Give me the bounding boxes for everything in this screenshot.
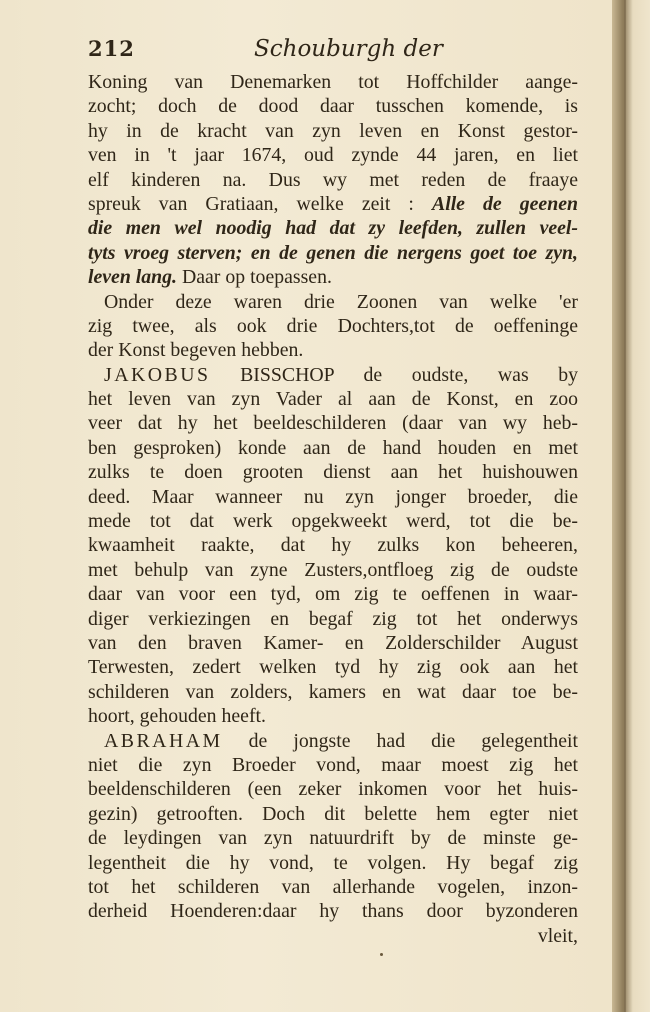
text-segment: zocht; doch de dood daar tusschen komende, is [88,95,578,118]
text-line [88,509,578,533]
text-segment: Daar op toepassen. [177,266,332,289]
text-line [88,94,578,118]
text-line [88,607,578,631]
text-segment: Terwesten, zedert welken tyd hy zig ook aan het [88,656,578,679]
text-segment: deed. Maar wanneer nu zyn jonger broeder, die [88,485,578,508]
text-line [88,411,578,435]
italic-segment: Alle de geenen [432,192,578,215]
text-line [88,143,578,167]
text-segment: ben gesproken) konde aan de hand houden en met [88,436,578,459]
text-line [88,704,578,728]
text-line [88,241,578,265]
text-line [88,777,578,801]
text-line [88,729,578,753]
text-segment: zulks te doen grooten dienst aan het huishouwen [88,461,578,484]
text-segment: gezin) getrooften. Doch dit belette hem egter niet [88,802,578,825]
text-segment: hy in de kracht van zyn leven en Konst gestor- [88,119,578,142]
text-segment: derheid Hoenderen:daar hy thans door byzonderen [88,900,578,923]
text-segment: schilderen van zolders, kamers en wat daar toe be- [88,680,578,703]
text-segment: niet die zyn Broeder vond, maar moest zig het [88,753,578,776]
name-capitals: JAKOBUS [104,363,211,386]
text-line [88,192,578,216]
text-line [88,265,578,289]
text-segment: der Konst begeven hebben. [88,339,304,362]
text-segment: het leven van zyn Vader al aan de Konst, en zoo [88,388,578,411]
text-line [88,582,578,606]
text-line [88,387,578,411]
page-number: 212 [88,36,135,61]
text-segment: de leydingen van zyn natuurdrift by de minste ge- [88,827,578,850]
text-segment: beeldenschilderen (een zeker inkomen voor het huis- [88,778,578,801]
text-line [88,875,578,899]
page-header [88,36,578,70]
italic-segment: tyts vroeg sterven; en de genen die nergens goet toe zyn, [88,241,578,264]
ink-speck [380,953,383,956]
text-line [88,436,578,460]
text-line [88,851,578,875]
text-segment: tot het schilderen van allerhande vogelen, inzon- [88,875,578,898]
text-segment: veer dat hy het beeldeschilderen (daar van wy heb- [88,412,578,435]
gutter-fold [624,0,626,1012]
text-line [88,216,578,240]
name-capitals: ABRAHAM [104,729,223,752]
text-line [88,899,578,923]
text-line [88,680,578,704]
text-line [88,753,578,777]
text-segment: daar van voor een tyd, om zig te oeffenen in waar- [88,583,578,606]
text-segment: ven in 't jaar 1674, oud zynde 44 jaren, en liet [88,144,578,167]
book-gutter [612,0,650,1012]
text-line [88,802,578,826]
text-segment: BISSCHOP de oudste, was by [210,363,578,386]
text-segment: mede tot dat werk opgekweekt werd, tot die be- [88,510,578,533]
running-head: Schouburgh der [254,36,443,62]
text-segment: zig twee, als ook drie Dochters,tot de oeffeninge [88,314,578,337]
text-line [88,314,578,338]
text-line [88,460,578,484]
text-line [88,168,578,192]
text-segment: van den braven Kamer- en Zolderschilder August [88,631,578,654]
text-line [88,119,578,143]
text-line [88,338,578,362]
text-line [88,363,578,387]
text-segment: elf kinderen na. Dus wy met reden de fraaye [88,168,578,191]
text-line [88,655,578,679]
text-segment: legentheit die hy vond, te volgen. Hy begaf zig [88,851,578,874]
text-segment: spreuk van Gratiaan, welke zeit : [88,192,414,215]
text-segment: kwaamheit raakte, dat hy zulks kon beheeren, [88,534,578,557]
text-segment: Koning van Denemarken tot Hoffchilder aange- [88,71,578,93]
text-segment: de jongste had die gelegentheit [222,729,578,752]
text-line [88,558,578,582]
text-segment: Onder deze waren drie Zoonen van welke 'er [104,290,578,313]
italic-segment: leven lang. [88,266,178,289]
text-segment: vleit, [537,924,578,947]
text-line [88,631,578,655]
text-segment: diger verkiezingen en begaf zig tot het onderwys [88,607,578,630]
text-line [88,485,578,509]
text-line [88,826,578,850]
body-text [88,70,578,948]
italic-segment: die men wel noodig had dat zy leefden, zullen veel- [88,217,578,240]
text-segment: met behulp van zyne Zusters,ontfloeg zig de oudste [88,558,578,581]
text-line [88,924,578,948]
text-line [88,533,578,557]
text-line [88,290,578,314]
text-line [88,70,578,94]
text-segment: hoort, gehouden heeft. [88,705,266,728]
